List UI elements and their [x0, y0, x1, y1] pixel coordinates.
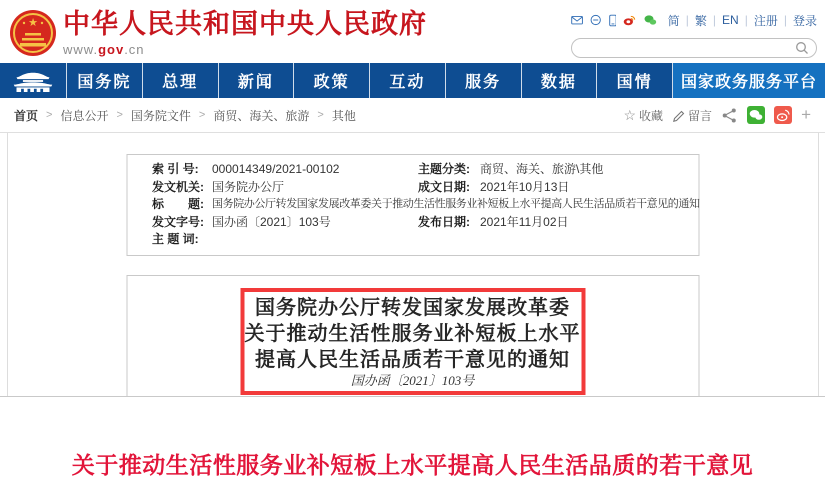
main-nav — [0, 63, 825, 98]
breadcrumb-state-council-docs[interactable]: 国务院文件 — [130, 108, 191, 123]
favorite-button[interactable]: ☆ 收藏 — [623, 106, 664, 123]
document-title-line-2: 关于推动生活性服务业补短板上水平 — [244, 323, 581, 345]
comment-button[interactable]: 留言 — [672, 107, 712, 124]
meta-agency-value: 国务院办公厅 — [212, 179, 285, 194]
document-title-box — [240, 288, 585, 395]
nav-item-data[interactable]: 数据 — [521, 63, 597, 98]
nav-item-interaction[interactable]: 互动 — [369, 63, 445, 98]
breadcrumb-trade-customs-tourism[interactable]: 商贸、海关、旅游 — [213, 108, 310, 123]
meta-written-date-label: 成文日期: — [418, 179, 470, 194]
content-area — [0, 133, 825, 397]
nav-item-services[interactable]: 服务 — [445, 63, 521, 98]
meta-category-value: 商贸、海关、旅游\其他 — [480, 162, 604, 176]
weibo-icon[interactable] — [623, 12, 637, 28]
header-icons-row — [571, 11, 817, 29]
page-actions — [623, 106, 811, 124]
nav-item-policy[interactable]: 政策 — [293, 63, 369, 98]
lang-traditional[interactable]: 繁 — [694, 13, 707, 28]
search-bar — [571, 38, 817, 58]
meta-doc-number-value: 国办函〔2021〕103号 — [212, 214, 331, 229]
national-emblem-logo[interactable] — [9, 9, 57, 57]
register-link[interactable]: 注册 — [753, 13, 778, 28]
header-right — [571, 11, 817, 58]
document-title-line-3: 提高人民生活品质若干意见的通知 — [255, 349, 570, 371]
nav-item-premier[interactable]: 总理 — [142, 63, 218, 98]
nav-item-national-conditions[interactable]: 国情 — [596, 63, 672, 98]
site-title-block — [63, 9, 427, 57]
star-icon: ☆ — [623, 106, 637, 123]
site-url: www.gov.cn — [63, 42, 145, 57]
tiananmen-icon — [11, 69, 55, 93]
document-title-line-1: 国务院办公厅转发国家发展改革委 — [255, 297, 570, 319]
nav-home-button[interactable] — [0, 63, 66, 98]
article-headline: 关于推动生活性服务业补短板上水平提高人民生活品质的若干意见 — [71, 452, 754, 478]
nav-item-news[interactable]: 新闻 — [218, 63, 294, 98]
meta-title-value: 国务院办公厅转发国家发展改革委关于推动生活性服务业补短板上水平提高人民生活品质若干意见的通知 — [212, 198, 700, 210]
document-meta-table — [127, 161, 698, 249]
meta-published-date-label: 发布日期: — [418, 214, 470, 229]
weibo-share-icon — [776, 108, 790, 122]
more-share-button[interactable]: + — [801, 105, 811, 124]
meta-keywords-label: 主 题 词: — [152, 232, 199, 246]
breadcrumb-other[interactable]: 其他 — [331, 108, 356, 123]
lang-links: 简 | 繁 | EN | 注册 | 登录 — [667, 13, 817, 28]
pencil-icon — [672, 108, 685, 122]
lang-english[interactable]: EN — [722, 13, 739, 27]
meta-title-label: 标 题: — [152, 197, 204, 211]
share-wechat-button[interactable] — [747, 106, 765, 124]
meta-index-label: 索 引 号: — [152, 162, 199, 176]
svg-text:★: ★ — [28, 17, 38, 29]
site-title: 中华人民共和国中央人民政府 — [63, 9, 427, 39]
meta-keywords-value — [212, 231, 694, 249]
subscribe-icon[interactable] — [590, 12, 601, 28]
wechat-share-icon — [749, 109, 763, 121]
document-number: 国办函〔2021〕103号 — [350, 373, 475, 388]
document-body-panel — [126, 275, 699, 397]
meta-agency-label: 发文机关: — [152, 179, 204, 194]
share-icon[interactable] — [721, 107, 738, 124]
meta-written-date-value: 2021年10月13日 — [480, 179, 570, 194]
breadcrumb-home[interactable]: 首页 — [14, 108, 39, 123]
meta-category-label: 主题分类: — [418, 162, 470, 176]
nav-item-gov-service-platform[interactable]: 国家政务服务平台 — [672, 63, 825, 98]
search-input[interactable] — [571, 38, 817, 58]
search-icon[interactable] — [795, 41, 809, 55]
mobile-icon[interactable] — [609, 12, 617, 29]
meta-published-date-value: 2021年11月02日 — [480, 214, 569, 229]
document-meta-panel — [126, 154, 699, 256]
mail-icon[interactable] — [571, 12, 583, 28]
breadcrumb-bar: 首页 > 信息公开 > 国务院文件 > 商贸、海关、旅游 > 其他 ☆ 收藏 留言 + — [0, 98, 825, 133]
login-link[interactable]: 登录 — [792, 13, 817, 28]
breadcrumb-info-disclosure[interactable]: 信息公开 — [60, 108, 109, 123]
wechat-icon[interactable] — [644, 12, 657, 28]
meta-doc-number-label: 发文字号: — [152, 214, 204, 229]
bottom-section — [0, 397, 825, 492]
page-header — [0, 0, 825, 63]
meta-index-value: 000014349/2021-00102 — [212, 162, 340, 176]
lang-simplified[interactable]: 简 — [667, 13, 680, 28]
share-weibo-button[interactable] — [774, 106, 792, 124]
nav-item-state-council[interactable]: 国务院 — [66, 63, 142, 98]
